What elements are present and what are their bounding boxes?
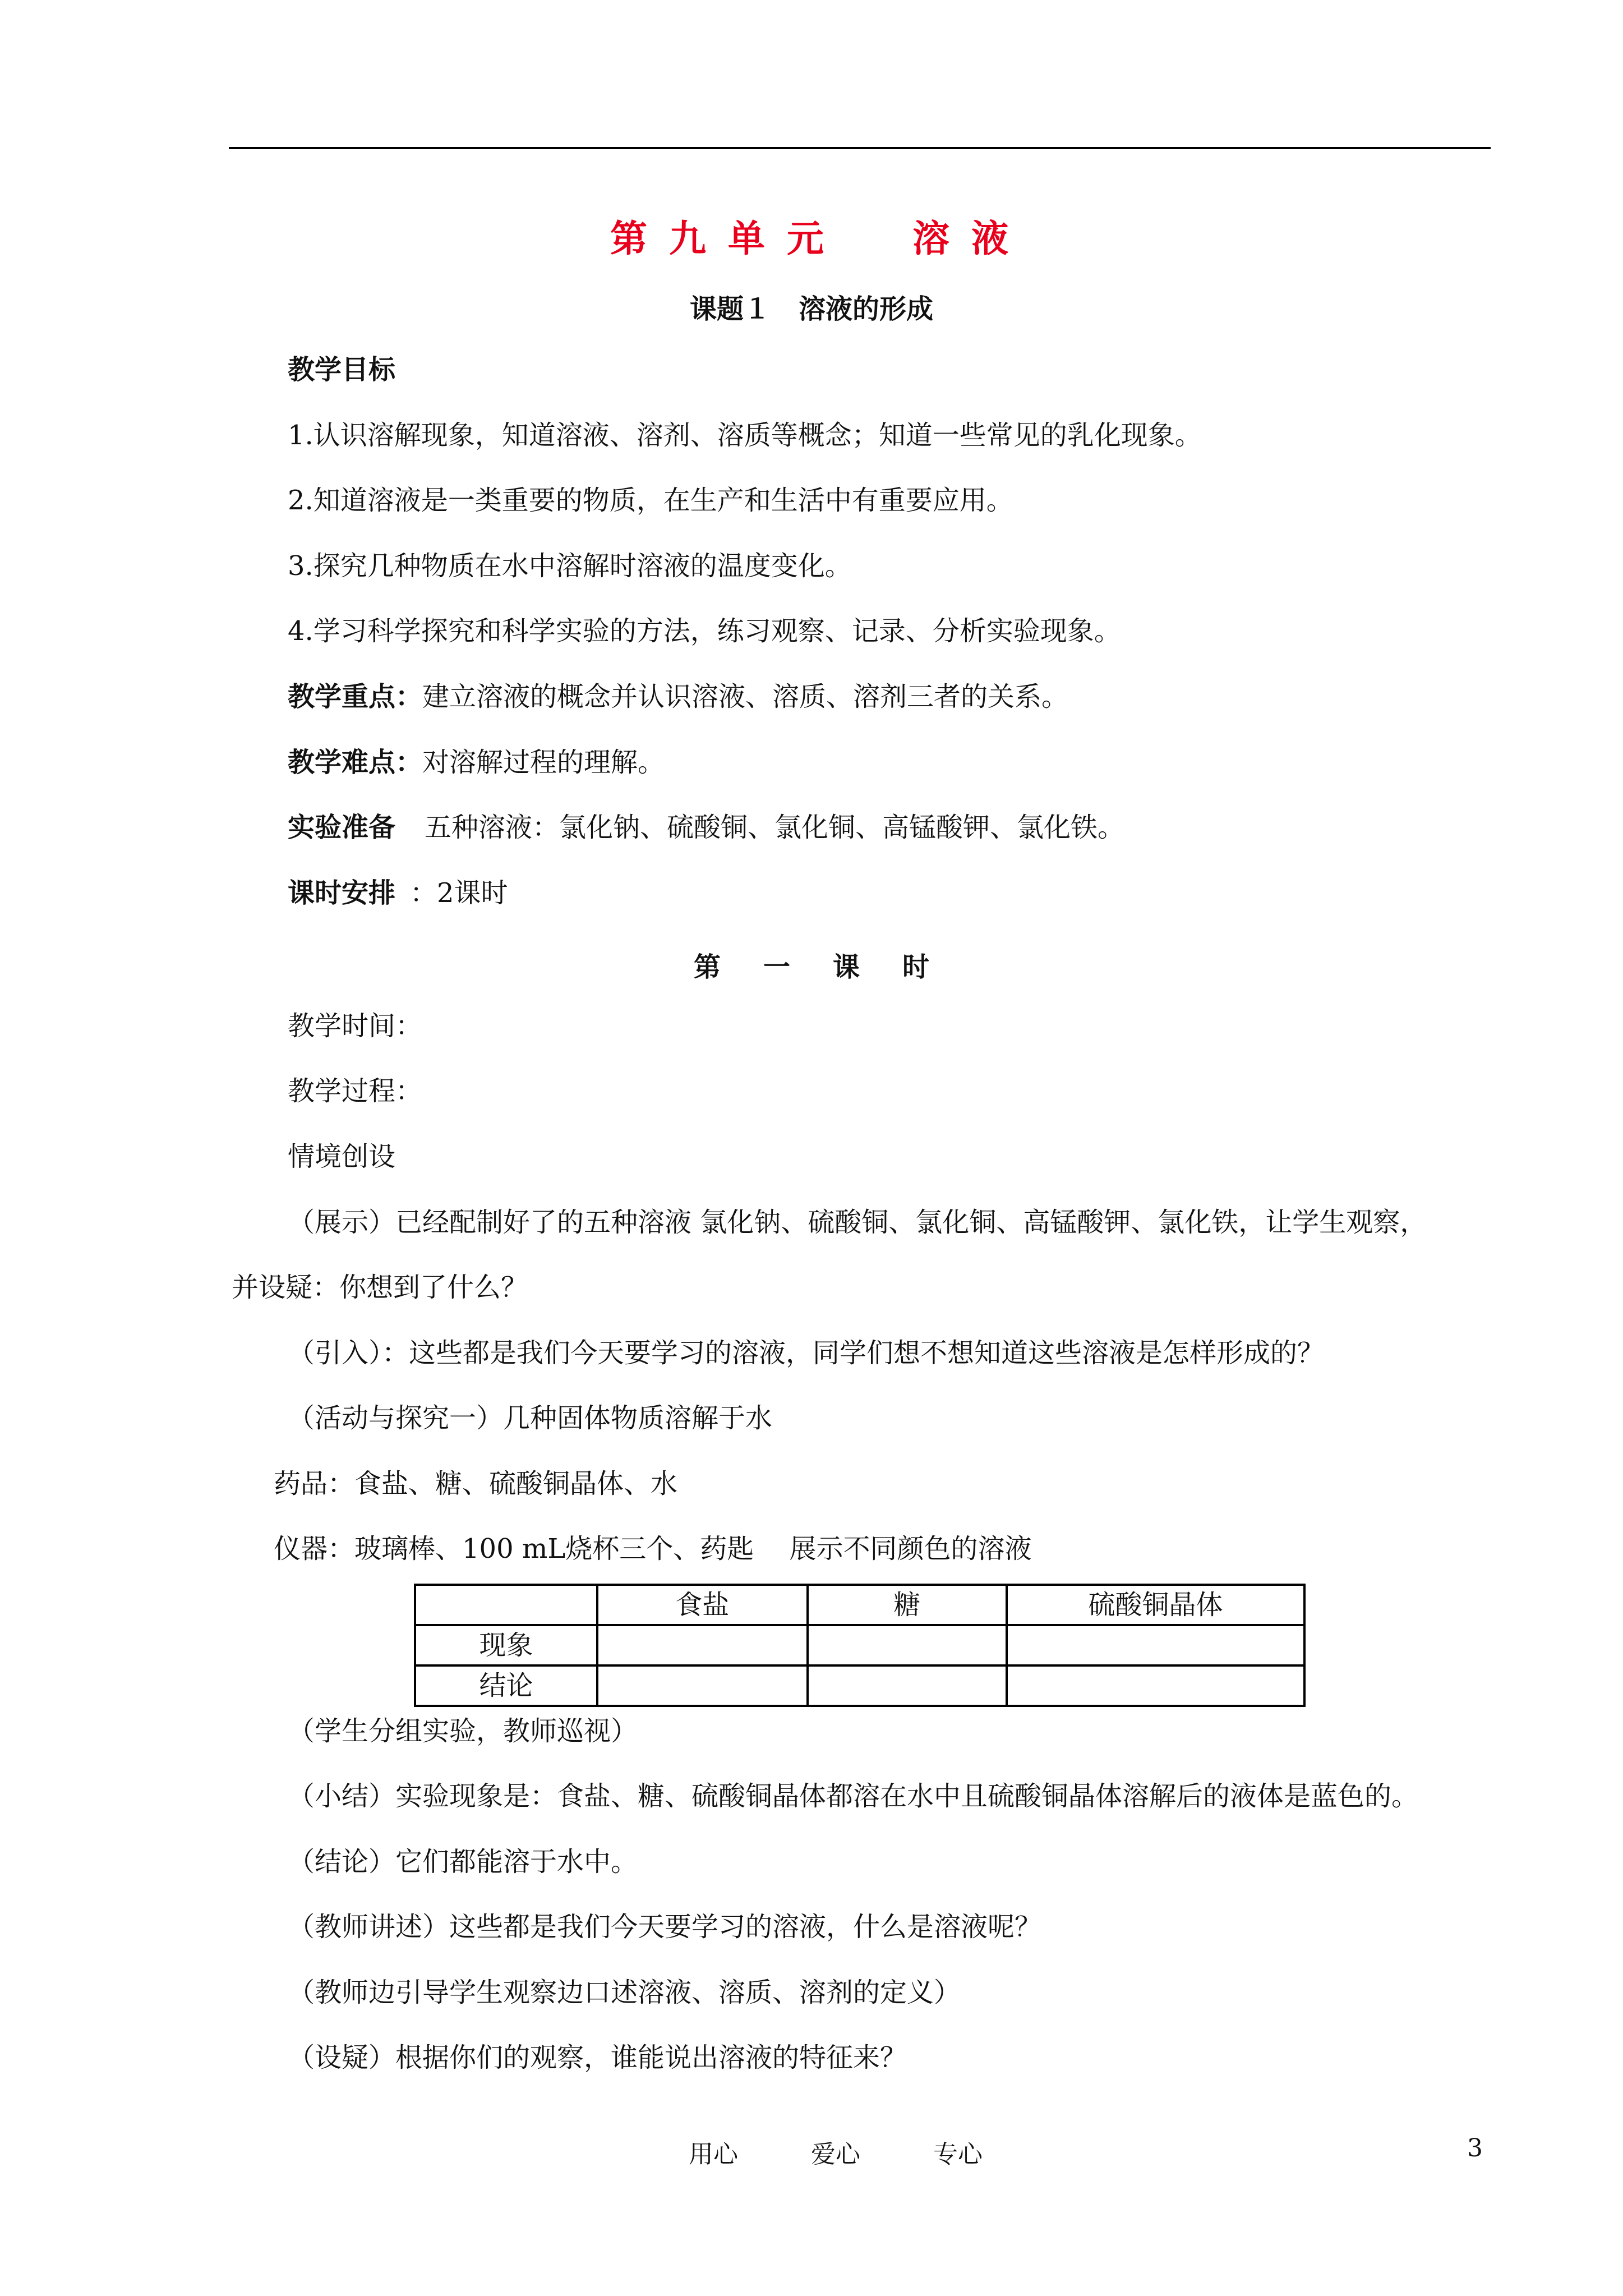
table-cell	[597, 1665, 808, 1706]
table-cell	[1007, 1665, 1304, 1706]
apparatus-line: 仪器：玻璃棒、100 mL烧杯三个、药匙 展示不同颜色的溶液	[274, 1533, 1032, 1565]
table-header-row	[415, 1585, 1304, 1625]
topic-title: 课题１ 溶液的形成	[689, 293, 934, 325]
table-row-label: 现象	[415, 1625, 597, 1665]
schedule: 课时安排 ：2课时	[288, 877, 508, 909]
table-row-label: 结论	[415, 1665, 597, 1706]
teaching-process: 教学过程：	[288, 1075, 423, 1107]
objective-item: 3.探究几种物质在水中溶解时溶液的温度变化。	[288, 550, 852, 582]
group-experiment-note: （学生分组实验，教师巡视）	[288, 1715, 638, 1747]
summary-paragraph: （小结）实验现象是：食盐、糖、硫酸铜晶体都溶在水中且硫酸铜晶体溶解后的液体是蓝色的。	[288, 1780, 1419, 1812]
objective-item: 2.知道溶液是一类重要的物质，在生产和生活中有重要应用。	[288, 485, 1013, 516]
table-header-cell: 食盐	[597, 1585, 808, 1625]
objective-item: 1.认识溶解现象，知道溶液、溶剂、溶质等概念；知道一些常见的乳化现象。	[288, 420, 1202, 451]
conclusion-paragraph: （结论）它们都能溶于水中。	[288, 1846, 638, 1878]
objective-item: 4.学习科学探究和科学实验的方法，练习观察、记录、分析实验现象。	[288, 615, 1121, 647]
teacher-guidance: （教师边引导学生观察边口述溶液、溶质、溶剂的定义）	[288, 1977, 961, 2008]
intro-paragraph: （引入）：这些都是我们今天要学习的溶液，同学们想不想知道这些溶液是怎样形成的？	[288, 1337, 1325, 1369]
preparation: 实验准备 五种溶液：氯化钠、硫酸铜、氯化铜、高锰酸钾、氯化铁。	[288, 812, 1125, 843]
table-cell	[808, 1625, 1007, 1665]
table-header-cell	[415, 1585, 597, 1625]
header-rule	[229, 147, 1491, 149]
teaching-time: 教学时间：	[288, 1010, 423, 1042]
scenario-heading: 情境创设	[288, 1141, 396, 1172]
table-header-cell: 糖	[808, 1585, 1007, 1625]
table-cell	[597, 1625, 808, 1665]
show-paragraph: （展示）已经配制好了的五种溶液 氯化钠、硫酸铜、氯化铜、高锰酸钾、氯化铁，让学生观察，	[288, 1207, 1427, 1238]
key-point: 教学重点：建立溶液的概念并认识溶液、溶质、溶剂三者的关系。	[288, 681, 1069, 712]
table-cell	[808, 1665, 1007, 1706]
show-paragraph-cont: 并设疑：你想到了什么？	[232, 1272, 528, 1303]
table-row	[415, 1625, 1304, 1665]
table-row	[415, 1665, 1304, 1706]
difficulty: 教学难点：对溶解过程的理解。	[288, 747, 665, 778]
page-number: 3	[1467, 2134, 1483, 2162]
teacher-narration: （教师讲述）这些都是我们今天要学习的溶液，什么是溶液呢？	[288, 1911, 1042, 1943]
question-paragraph: （设疑）根据你们的观察，谁能说出溶液的特征来？	[288, 2042, 907, 2073]
table-cell	[1007, 1625, 1304, 1665]
reagents-line: 药品：食盐、糖、硫酸铜晶体、水	[274, 1468, 678, 1499]
activity-heading: （活动与探究一）几种固体物质溶解于水	[288, 1402, 773, 1434]
lesson-heading: 第 一 课 时	[693, 951, 930, 983]
experiment-table	[414, 1584, 1306, 1707]
table-header-cell: 硫酸铜晶体	[1007, 1585, 1304, 1625]
unit-title: 第 九 单 元 溶 液	[610, 217, 1013, 260]
footer-motto: 用心 爱心 专心	[689, 2140, 983, 2169]
objectives-heading: 教学目标	[288, 354, 396, 385]
